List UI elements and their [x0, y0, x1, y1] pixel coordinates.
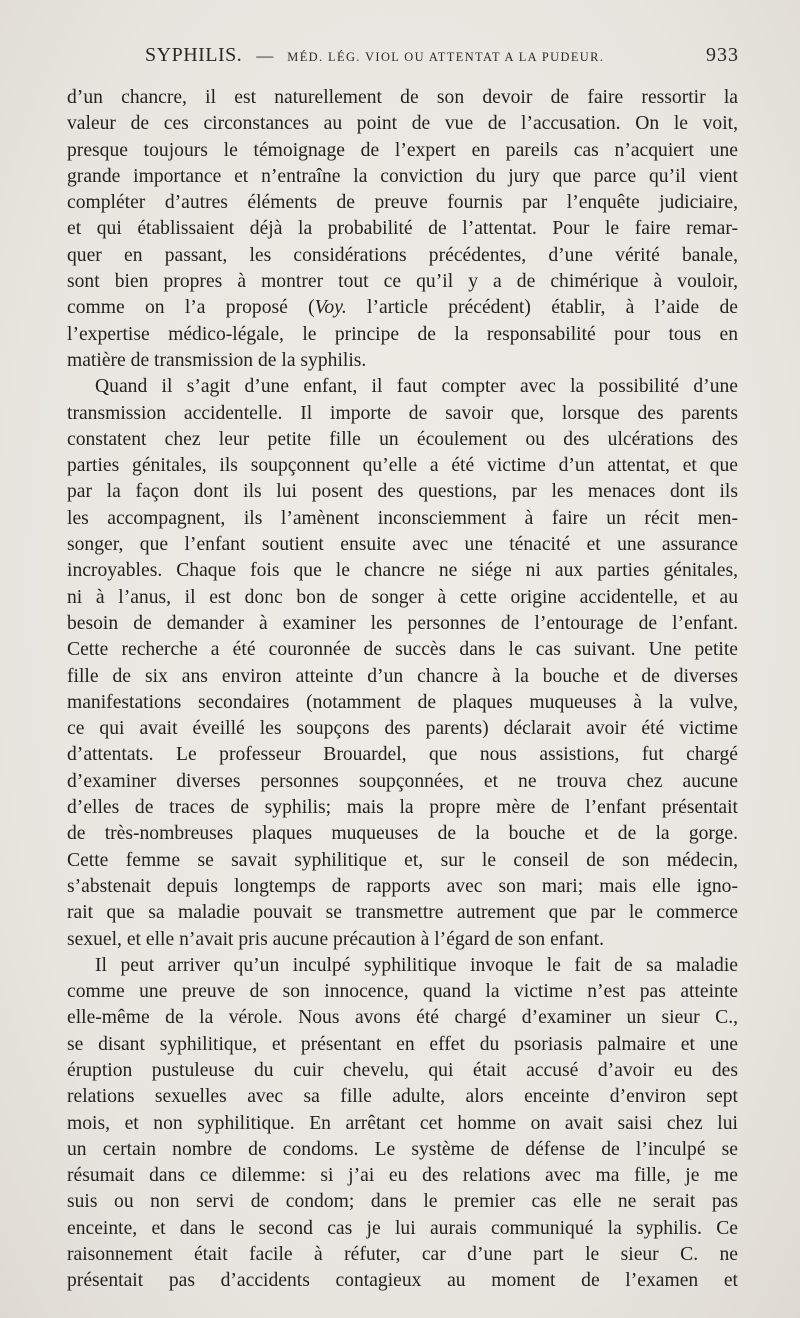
page-number: 933 [706, 44, 739, 66]
text-line: mois, et non syphilitique. En arrêtant cet homme on avait saisi chez lui [67, 1112, 738, 1134]
text-line: l’expertise médico-légale, le principe de la responsabilité pour tous en [67, 323, 738, 345]
text-line: matière de transmission de la syphilis. [67, 349, 367, 371]
text-line: un certain nombre de condoms. Le système de défense de l’inculpé se [67, 1138, 738, 1160]
text-line: sexuel, et elle n’avait pris aucune précaution à l’égard de son enfant. [67, 928, 604, 950]
text-line: transmission accidentelle. Il importe de savoir que, lorsque des parents [67, 402, 738, 424]
text-line: parties génitales, ils soupçonnent qu’elle a été victime d’un attentat, et que [67, 455, 738, 477]
running-subtitle: MÉD. LÉG. VIOL OU ATTENTAT A LA PUDEUR. [287, 50, 605, 64]
text-line: par la façon dont ils lui posent des questions, par les menaces dont ils [67, 481, 738, 503]
text-line: d’elles de traces de syphilis; mais la propre mère de l’enfant présentait [67, 797, 738, 819]
running-header [67, 44, 739, 80]
text-line: presque toujours le témoignage de l’expert en pareils cas n’acquiert une [67, 139, 738, 161]
text-line: comme une preuve de son innocence, quand la victime n’est pas atteinte [67, 981, 738, 1003]
text-line: de très-nombreuses plaques muqueuses de la bouche et de la gorge. [67, 823, 738, 845]
text-line: rait que sa maladie pouvait se transmettre autrement que par le commerce [67, 902, 738, 924]
running-title: SYPHILIS. [145, 44, 243, 66]
text-line: et qui établissaient déjà la probabilité de l’attentat. Pour le faire remar- [67, 218, 738, 240]
text-line: quer en passant, les considérations précédentes, d’une vérité banale, [67, 244, 738, 266]
body-text [67, 85, 738, 1295]
text-line: suis ou non servi de condom; dans le premier cas elle ne serait pas [67, 1191, 738, 1213]
text-line: ni à l’anus, il est donc bon de songer à cette origine accidentelle, et au [67, 586, 738, 608]
text-line: constatent chez leur petite fille un écoulement ou des ulcérations des [67, 428, 738, 450]
text-line: Cette femme se savait syphilitique et, sur le conseil de son médecin, [67, 849, 738, 871]
text-line: s’abstenait depuis longtemps de rapports avec son mari; mais elle igno- [67, 875, 738, 897]
text-line: Il peut arriver qu’un inculpé syphilitique invoque le fait de sa maladie [95, 954, 738, 976]
text-line: relations sexuelles avec sa fille adulte, alors enceinte d’environ sept [67, 1086, 738, 1108]
text-line: présentait pas d’accidents contagieux au moment de l’examen et [67, 1270, 738, 1292]
text-line: se disant syphilitique, et présentant en effet du psoriasis palmaire et une [67, 1033, 738, 1055]
text-line: d’attentats. Le professeur Brouardel, que nous assistions, fut chargé [67, 744, 738, 766]
text-line: elle-même de la vérole. Nous avons été chargé d’examiner un sieur C., [67, 1007, 738, 1029]
text-line: d’un chancre, il est naturellement de son devoir de faire ressortir la [67, 87, 738, 108]
text-line: raisonnement était facile à réfuter, car d’une part le sieur C. ne [67, 1244, 738, 1266]
text-line: d’examiner diverses personnes soupçonnées, et ne trouva chez aucune [67, 770, 738, 792]
text-line: résumait dans ce dilemme: si j’ai eu des relations avec ma fille, je me [67, 1165, 738, 1187]
text-line: songer, que l’enfant soutient ensuite avec une ténacité et une assurance [67, 534, 738, 556]
text-line: besoin de demander à examiner les personnes de l’entourage de l’enfant. [67, 612, 738, 634]
text-line: compléter d’autres éléments de preuve fournis par l’enquête judiciaire, [67, 192, 738, 214]
text-line: ce qui avait éveillé les soupçons des parents) déclarait avoir été victime [67, 718, 738, 740]
text-line: incroyables. Chaque fois que le chancre ne siége ni aux parties génitales, [67, 560, 738, 582]
italic-reference: Voy. [314, 297, 347, 319]
text-line: Quand il s’agit d’une enfant, il faut compter avec la possibilité d’une [95, 376, 738, 398]
text-line: éruption pustuleuse du cuir chevelu, qui était accusé d’avoir eu des [67, 1059, 738, 1081]
text-line: fille de six ans environ atteinte d’un chancre à la bouche et de diverses [67, 665, 738, 687]
text-line: Cette recherche a été couronnée de succès dans le cas suivant. Une petite [67, 639, 738, 661]
text-line: les accompagnent, ils l’amènent inconsciemment à faire un récit men- [67, 507, 738, 529]
text-line: grande importance et n’entraîne la conviction du jury que parce qu’il vient [67, 165, 738, 187]
text-line: sont bien propres à montrer tout ce qu’il y a de chimérique à vouloir, [67, 271, 738, 293]
text-line: comme on l’a proposé (Voy. l’article précédent) établir, à l’aide de [67, 297, 738, 319]
text-line: manifestations secondaires (notamment de plaques muqueuses à la vulve, [67, 691, 738, 713]
running-header-text [67, 44, 604, 67]
running-separator: — [256, 46, 274, 65]
text-line: valeur de ces circonstances au point de vue de l’accusation. On le voit, [67, 113, 738, 135]
text-line: enceinte, et dans le second cas je lui aurais communiqué la syphilis. Ce [67, 1217, 738, 1239]
